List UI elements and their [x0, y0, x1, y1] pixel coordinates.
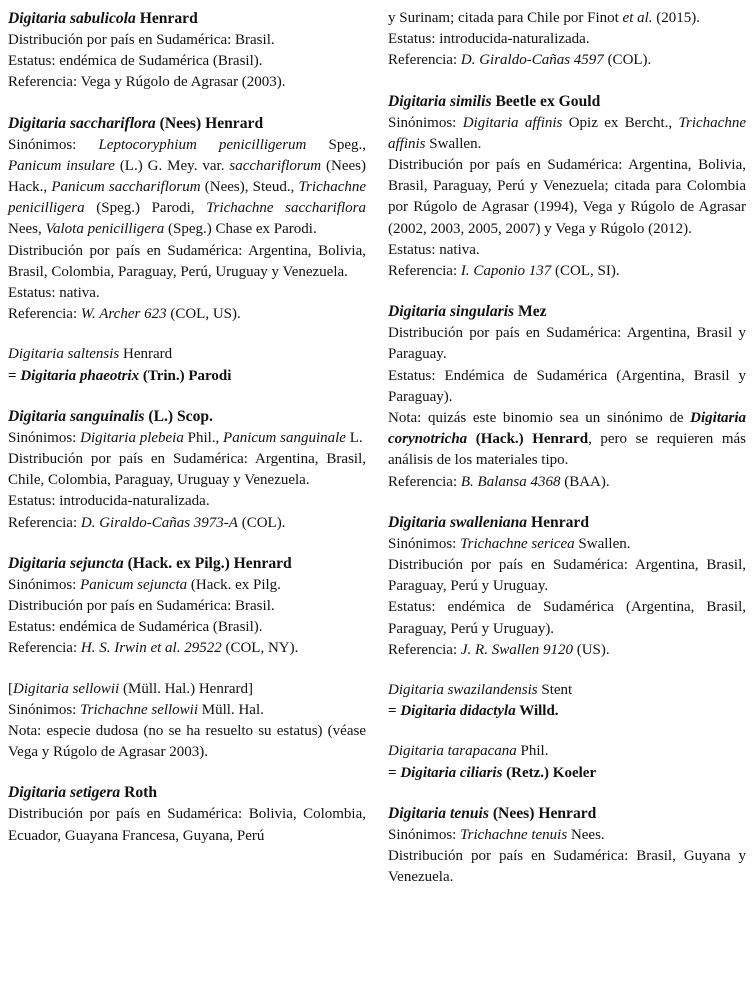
reference: [388, 261, 746, 282]
entry-saltensis: [8, 344, 366, 386]
species-author: (Nees) Henrard: [492, 804, 597, 822]
distribution: Distribución por país en Sudamérica: Argentina, Brasil, Chile, Colombia, Paraguay, Uruguay y Venezuela.: [8, 451, 366, 489]
entry-similis: [388, 91, 746, 283]
species-title: [8, 8, 366, 30]
distribution: Distribución por país en Sudamérica: Argentina, Brasil, Paraguay, Perú y Uruguay.: [388, 557, 746, 595]
synonyms-label: Sinónimos:: [8, 136, 77, 153]
species-author: Henrard: [530, 513, 590, 531]
entry-sacchariflora: [8, 113, 366, 326]
synonym-name: sacchariflorum: [229, 157, 322, 174]
distribution: Distribución por país en Sudamérica: Argentina, Bolivia, Brasil, Colombia, Paraguay, Perú, Uruguay y Venezuela.: [8, 242, 366, 280]
synonym-name: Valota penicilligera: [45, 221, 165, 238]
entry-swazilandensis: [388, 680, 746, 722]
entry-sabulicola: [8, 8, 366, 94]
species-name: Digitaria swalleniana: [388, 513, 528, 531]
accepted-species: Digitaria ciliaris: [400, 764, 503, 781]
synonyms: [388, 534, 746, 555]
synonym-name: Trichachne sacchariflora: [206, 200, 367, 217]
species-title: [8, 782, 366, 804]
distribution: Distribución por país en Sudamérica: Argentina, Brasil y Paraguay.: [388, 325, 746, 363]
reference-herbarium: (COL, NY).: [225, 640, 299, 657]
note-species: Digitaria corynotricha: [388, 410, 747, 448]
synonyms: [388, 113, 746, 155]
reference-label: Referencia:: [8, 640, 78, 657]
reference-collector: H. S. Irwin et al. 29522: [80, 640, 222, 657]
bracket-open: [: [8, 680, 13, 697]
note-author: (Hack.) Henrard: [475, 431, 589, 448]
synonyms: [8, 135, 366, 241]
synonym-author: Swallen.: [429, 135, 482, 152]
distribution: Distribución por país en Sudamérica: Brasil, Guyana y Venezuela.: [388, 848, 746, 886]
status: Estatus: endémica de Sudamérica (Brasil).: [8, 619, 263, 636]
reference: [8, 638, 366, 659]
synonym-name: Trichachne sellowii: [80, 701, 199, 718]
synonym-entry: [388, 741, 746, 762]
species-name: Digitaria tarapacana: [388, 743, 517, 760]
reference: [8, 513, 366, 534]
status: Estatus: introducida-naturalizada.: [8, 493, 210, 510]
reference-collector: D. Giraldo-Cañas 4597: [460, 52, 604, 69]
reference: [8, 304, 366, 325]
reference-collector: I. Caponio 137: [460, 263, 552, 280]
reference: [388, 640, 746, 661]
reference-label: Referencia:: [388, 263, 458, 280]
species-name: Digitaria sanguinalis: [8, 407, 145, 425]
reference: [388, 50, 746, 71]
species-author: Stent: [541, 682, 573, 699]
synonym-author: (L.) G. Mey. var.: [119, 157, 225, 174]
status: Estatus: endémica de Sudamérica (Argentina, Brasil, Paraguay, Perú y Uruguay).: [388, 599, 746, 637]
accepted-name: [388, 701, 746, 722]
accepted-author: (Retz.) Koeler: [506, 764, 597, 781]
accepted-author: Willd.: [519, 703, 559, 720]
note: [388, 408, 746, 472]
species-author: Henrard: [139, 10, 198, 27]
synonym-author: Müll. Hal.: [201, 701, 264, 718]
species-title: [8, 553, 366, 575]
species-name: Digitaria similis: [388, 92, 492, 110]
synonym-author: Speg.,: [328, 136, 366, 153]
entry-tarapacana: [388, 741, 746, 783]
synonym-author: (Hack. ex Pilg.: [190, 576, 281, 593]
reference-herbarium: (COL).: [241, 514, 286, 531]
synonym-name: Panicum sanguinale: [223, 429, 346, 446]
species-name: Digitaria tenuis: [388, 804, 489, 822]
synonym-name: Trichachne penicilligera: [8, 179, 367, 217]
species-title: [388, 803, 746, 825]
reference-label: Referencia:: [8, 514, 78, 531]
synonym-entry: [388, 680, 746, 701]
distribution: Distribución por país en Sudamérica: Bolivia, Colombia, Ecuador, Guayana Francesa, Guyana, Perú: [8, 806, 366, 844]
synonym-entry: [8, 344, 366, 365]
reference-herbarium: (COL, SI).: [555, 263, 620, 280]
status: Estatus: nativa.: [8, 285, 100, 302]
species-author: (Müll. Hal.) Henrard]: [123, 680, 253, 697]
synonyms: [8, 575, 366, 596]
synonym-author: Nees.: [570, 826, 605, 843]
species-author: Roth: [124, 784, 158, 802]
accepted-species: Digitaria didactyla: [400, 703, 516, 720]
synonyms: [8, 700, 366, 721]
synonym-name: Trichachne tenuis: [460, 826, 568, 843]
species-author: Henrard: [123, 346, 173, 363]
species-title: [388, 512, 746, 534]
note: Nota: especie dudosa (no se ha resuelto su estatus) (véase Vega y Rúgolo de Agrasar 2003).: [8, 723, 366, 761]
synonym-author: (Speg.) Parodi,: [96, 200, 195, 217]
species-author: (L.) Scop.: [148, 407, 213, 425]
species-author: Mez: [518, 303, 547, 321]
species-name: Digitaria sacchariflora: [8, 114, 156, 132]
synonym-name: Panicum sejuncta: [80, 576, 188, 593]
reference: Referencia: Vega y Rúgolo de Agrasar (2003).: [8, 74, 286, 91]
distribution: Distribución por país en Sudamérica: Brasil.: [8, 598, 275, 615]
reference-label: Referencia:: [388, 641, 458, 658]
note-text: , pero se requieren más análisis de los materiales tipo.: [388, 431, 747, 469]
synonym-name: Leptocoryphium penicilligerum: [98, 136, 307, 153]
species-name: Digitaria sabulicola: [8, 10, 136, 27]
synonym-name: Digitaria plebeia: [80, 429, 184, 446]
equals-sign: =: [388, 703, 397, 720]
reference-collector: B. Balansa 4368: [460, 473, 561, 490]
reference-herbarium: (COL, US).: [170, 306, 241, 323]
synonyms-label: Sinónimos:: [388, 826, 457, 843]
synonym-author: Swallen.: [578, 535, 631, 552]
synonym-author: Phil.,: [187, 429, 220, 446]
species-author: Phil.: [520, 743, 549, 760]
synonyms-label: Sinónimos:: [8, 701, 77, 718]
synonym-author: Nees,: [8, 221, 42, 238]
synonym-author: Opiz ex Bercht.,: [568, 114, 673, 131]
species-author: (Nees) Henrard: [159, 114, 264, 132]
distribution-text: y Surinam; citada para Chile por Finot: [388, 10, 619, 26]
species-author: Beetle ex Gould: [495, 92, 601, 110]
reference-collector: J. R. Swallen 9120: [460, 641, 573, 658]
note-text: Nota: quizás este binomio sea un sinónimo de: [388, 410, 684, 427]
species-title: [8, 406, 366, 428]
synonym-name: Panicum sacchariflorum: [51, 179, 201, 196]
reference-herbarium: (COL).: [607, 52, 652, 69]
status: Estatus: endémica de Sudamérica (Brasil).: [8, 53, 263, 70]
entry-singularis: [388, 301, 746, 493]
synonyms-label: Sinónimos:: [8, 576, 77, 593]
entry-sanguinalis: [8, 406, 366, 534]
reference-collector: D. Giraldo-Cañas 3973-A: [80, 514, 238, 531]
entry-sejuncta: [8, 553, 366, 660]
entry-swalleniana: [388, 512, 746, 661]
synonym-name: Panicum insulare: [8, 157, 115, 174]
species-name: Digitaria sejuncta: [8, 554, 124, 572]
synonyms: [388, 825, 746, 846]
species-name: Digitaria setigera: [8, 784, 121, 802]
species-title: [8, 113, 366, 135]
left-column: [8, 8, 366, 847]
accepted-author: (Trin.) Parodi: [142, 367, 232, 384]
species-title: [388, 301, 746, 323]
reference-label: Referencia:: [388, 473, 458, 490]
reference: [388, 472, 746, 493]
synonym-name: Trichachne affinis: [388, 114, 746, 152]
entry-setigera: [8, 782, 366, 846]
doubtful-entry: [8, 679, 366, 700]
reference-herbarium: (BAA).: [564, 473, 610, 490]
equals-sign: =: [8, 367, 17, 384]
synonyms-label: Sinónimos:: [8, 429, 77, 446]
status: Estatus: nativa.: [388, 241, 480, 258]
reference-herbarium: (US).: [576, 641, 610, 658]
citation-etal: et al.: [622, 10, 653, 26]
reference-collector: W. Archer 623: [80, 306, 167, 323]
right-column: [388, 8, 746, 889]
accepted-name: [388, 763, 746, 784]
species-name: Digitaria swazilandensis: [388, 682, 538, 699]
reference-label: Referencia:: [8, 306, 78, 323]
species-name: Digitaria saltensis: [8, 346, 120, 363]
entry-setigera-continued: [388, 8, 746, 72]
synonym-author: (Speg.) Chase ex Parodi.: [167, 221, 317, 238]
reference-label: Referencia:: [388, 52, 458, 69]
synonym-author: L.: [349, 429, 363, 446]
equals-sign: =: [388, 764, 397, 781]
distribution-continued: [388, 8, 746, 29]
species-name: Digitaria sellowii: [13, 680, 120, 697]
entry-tenuis: [388, 803, 746, 889]
species-name: Digitaria singularis: [388, 303, 515, 321]
synonym-name: Digitaria affinis: [462, 114, 563, 131]
species-author: (Hack. ex Pilg.) Henrard: [127, 554, 292, 572]
accepted-species: Digitaria phaeotrix: [20, 367, 140, 384]
status: Estatus: introducida-naturalizada.: [388, 31, 590, 48]
synonyms: [8, 428, 366, 449]
accepted-name: [8, 366, 366, 387]
synonyms-label: Sinónimos:: [388, 535, 457, 552]
distribution: Distribución por país en Sudamérica: Argentina, Bolivia, Brasil, Paraguay, Perú y Venezuela; citada para Colombia por Rúgolo de Agrasar (1994), Vega y Rúgolo de Agrasar (2002, 2003, 2005, 2007) y Vega y Rúgolo (2012).: [388, 157, 746, 237]
status: Estatus: Endémica de Sudamérica (Argentina, Brasil y Paraguay).: [388, 367, 746, 405]
species-title: [388, 91, 746, 113]
synonym-name: Trichachne sericea: [460, 535, 575, 552]
entry-sellowii: [8, 679, 366, 764]
distribution: Distribución por país en Sudamérica: Brasil.: [8, 32, 275, 48]
synonyms-label: Sinónimos:: [388, 114, 457, 131]
citation-year: (2015).: [656, 10, 701, 26]
synonym-author: (Nees), Steud.,: [204, 179, 295, 196]
synonym-author: (Nees) Hack.,: [8, 157, 366, 196]
